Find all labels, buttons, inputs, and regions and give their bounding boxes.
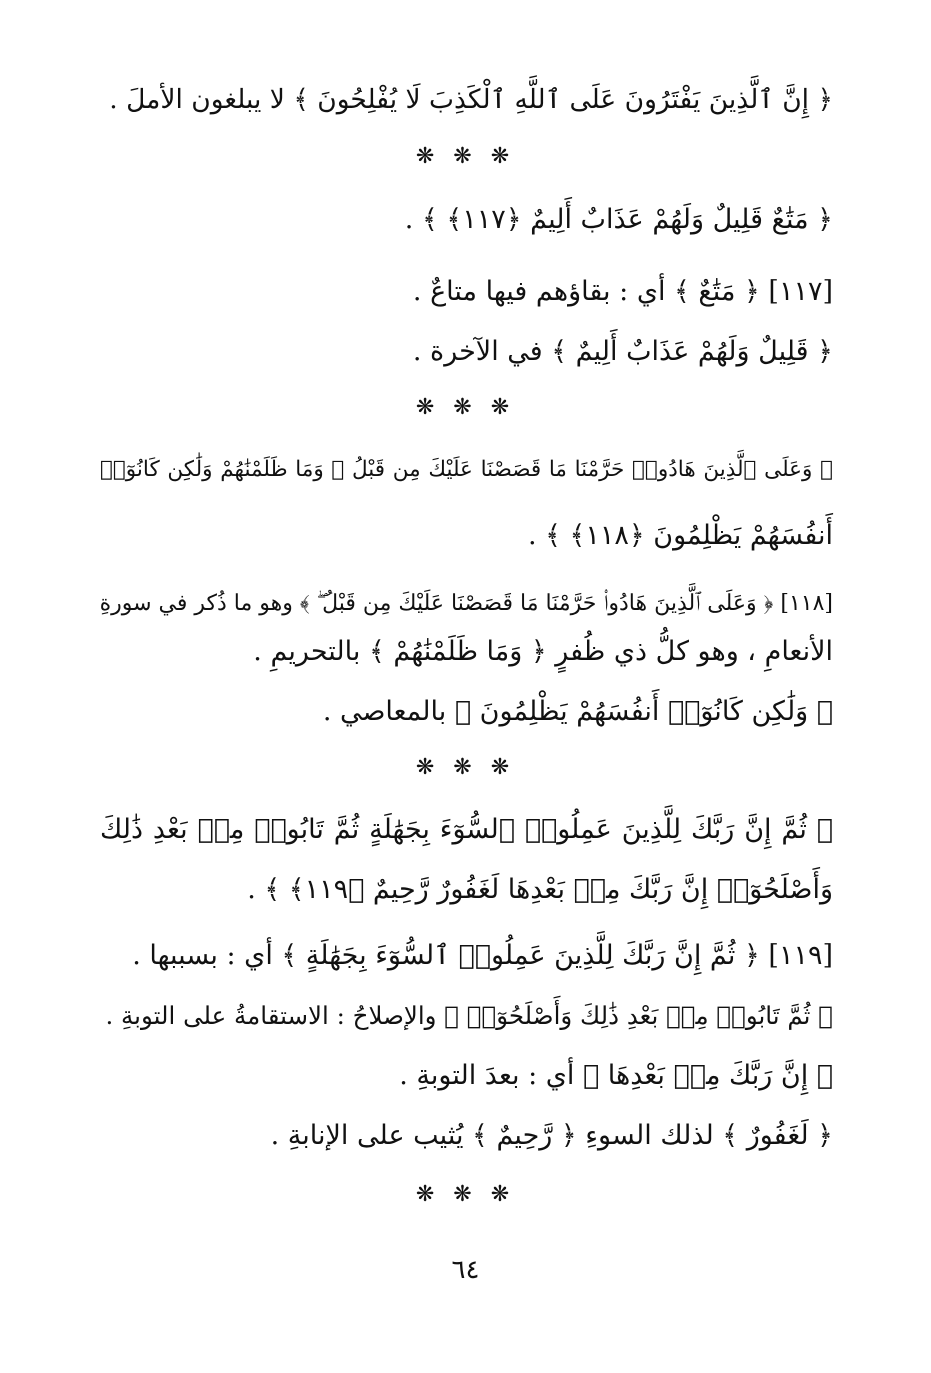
text-line-1: ﴿ إِنَّ ٱلَّذِينَ يَفْتَرُونَ عَلَى ٱللَّهِ ٱلْكَذِبَ لَا يُفْلِحُونَ ﴾ لا يبلغون الأملَ . — [109, 84, 833, 115]
commentary-118-a: [١١٨] ﴿ وَعَلَى ٱلَّذِينَ هَادُوا۟ حَرَّمْنَا مَا قَصَصْنَا عَلَيْكَ مِن قَبْلُ ۖ ﴾ وهو ما ذُكر في سورةِ — [99, 591, 833, 616]
section-separator-4: ❋ ❋ ❋ — [415, 1182, 516, 1207]
page-number: ٦٤ — [451, 1255, 480, 1285]
commentary-117-a: [١١٧] ﴿ مَتَٰعٌ ﴾ أي : بقاؤهم فيها متاعٌ . — [412, 276, 833, 307]
commentary-117-b: ﴿ قَلِيلٌ وَلَهُمْ عَذَابٌ أَلِيمٌ ﴾ في الآخرة . — [412, 336, 833, 367]
commentary-119-d: ﴿ لَغَفُورٌ ﴾ لذلك السوءِ ﴿ رَّحِيمٌ ﴾ يُثيب على الإنابةِ . — [270, 1120, 833, 1151]
commentary-118-b: الأنعامِ ، وهو كلُّ ذي ظُفرٍ ﴿ وَمَا ظَلَمْنَٰهُمْ ﴾ بالتحريمِ . — [253, 636, 833, 667]
section-separator-3: ❋ ❋ ❋ — [415, 755, 516, 780]
commentary-118-c: ﴿ وَلَٰكِن كَانُوٓا۟ أَنفُسَهُمْ يَظْلِمُونَ ﴾ بالمعاصي . — [322, 696, 833, 727]
section-separator-2: ❋ ❋ ❋ — [415, 395, 516, 420]
verse-118-line-1: ﴿ وَعَلَى ٱلَّذِينَ هَادُوا۟ حَرَّمْنَا مَا قَصَصْنَا عَلَيْكَ مِن قَبْلُ ۖ وَمَا ظَلَمْنَٰهُمْ وَلَٰكِن كَانُوٓا۟ — [100, 457, 833, 482]
section-separator-1: ❋ ❋ ❋ — [415, 144, 516, 169]
verse-118-line-2: أَنفُسَهُمْ يَظْلِمُونَ ﴿١١٨﴾ ﴾ . — [527, 520, 833, 551]
verse-119-line-2: وَأَصْلَحُوٓا۟ إِنَّ رَبَّكَ مِنۢ بَعْدِهَا لَغَفُورٌ رَّحِيمٌ ﴿١١٩﴾ ﴾ . — [247, 874, 833, 905]
verse-117: ﴿ مَتَٰعٌ قَلِيلٌ وَلَهُمْ عَذَابٌ أَلِيمٌ ﴿١١٧﴾ ﴾ . — [404, 204, 833, 235]
verse-119-line-1: ﴿ ثُمَّ إِنَّ رَبَّكَ لِلَّذِينَ عَمِلُوا۟ ٱلسُّوٓءَ بِجَهَٰلَةٍ ثُمَّ تَابُوا۟ مِنۢ بَعْدِ ذَٰلِكَ — [100, 814, 833, 845]
commentary-119-c: ﴿ إِنَّ رَبَّكَ مِنۢ بَعْدِهَا ﴾ أي : بعدَ التوبةِ . — [399, 1060, 833, 1091]
commentary-119-a: [١١٩] ﴿ ثُمَّ إِنَّ رَبَّكَ لِلَّذِينَ عَمِلُوا۟ ٱلسُّوٓءَ بِجَهَٰلَةٍ ﴾ أي : بسببها . — [132, 940, 833, 971]
commentary-119-b: ﴿ ثُمَّ تَابُوا۟ مِنۢ بَعْدِ ذَٰلِكَ وَأَصْلَحُوٓا۟ ﴾ والإصلاحُ : الاستقامةُ على التوبةِ . — [105, 1001, 833, 1030]
